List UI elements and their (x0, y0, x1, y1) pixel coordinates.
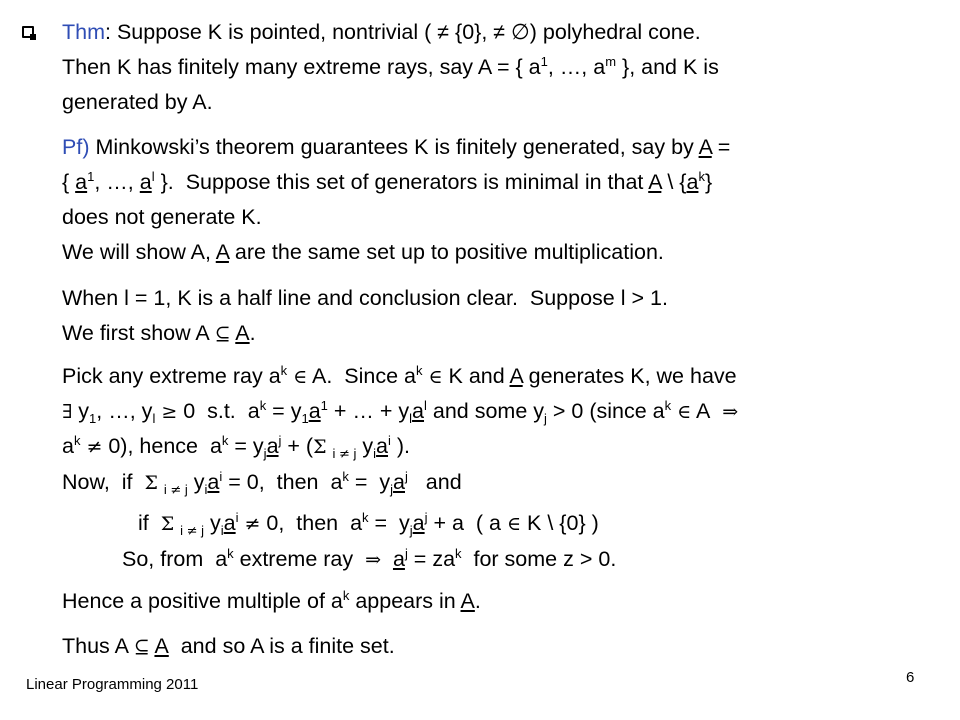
footer-course: Linear Programming 2011 (26, 676, 199, 693)
theorem-line-1 (62, 18, 701, 46)
proof-line-14: Thus A ⊆ A and so A is a finite set. (62, 634, 395, 658)
theorem-line-2: Then K has finitely many extreme rays, say A = { $a^1$, …, $a^m$ }, and K is (62, 54, 719, 79)
thm-line1-text: : Suppose K is pointed, nontrivial ( ≠ {0}, ≠ ∅) polyhedral cone. (105, 20, 701, 44)
proof-line-2: { $a^1$, …, $a^l$ }. Suppose this set of generators is minimal in that A \ $\{a^k\}$ (62, 169, 713, 194)
proof-line-5: When l = 1, K is a half line and conclusion clear. Suppose l > 1. (62, 286, 668, 310)
proof-line-7: Pick any extreme ray $a^k$ ∈ A. Since $a^k$ ∈ K and A generates K, we have (62, 363, 737, 388)
proof-line-1: Pf) Minkowski’s theorem guarantees K is finitely generated, say by A = (62, 135, 731, 159)
theorem-line-3: generated by A. (62, 90, 213, 114)
proof-line-11: if Σ $_{i \ne j}$ $y_ia^i \ne 0$, then $a^k = y_ja^j + a$ ( a ∈ K \ {0} ) (138, 510, 599, 539)
proof-line-12: So, from $a^k$ extreme ray ⇒ $a^j = za^k$ for some z > 0. (122, 546, 617, 571)
thm-label: Thm (62, 20, 105, 44)
proof-line-6: We first show A ⊆ A. (62, 321, 256, 345)
square-bullet-icon (22, 26, 34, 38)
proof-line-9: $a^k \ne 0$), hence $a^k = y_ja^j + (\Sigma$ $_{i \ne j}$ $y_ia^i$ ). (62, 433, 411, 462)
proof-line-8: ∃ $y_1$, …, $y_l \ge 0$ s.t. $a^k = y_1a^1$ + … + $y_la^l$ and some $y_j > 0$ (since $a^k$ ∈ A ⇒ (62, 398, 739, 426)
page-number: 6 (906, 669, 915, 686)
proof-line-4: We will show A, A are the same set up to positive multiplication. (62, 240, 664, 264)
proof-line-13: Hence a positive multiple of $a^k$ appears in A. (62, 588, 481, 613)
pf-label: Pf) (62, 135, 90, 159)
proof-line-10: Now, if Σ $_{i \ne j}$ $y_ia^i = 0$, then $a^k = y_ja^j$ and (62, 469, 462, 498)
proof-line-3: does not generate K. (62, 205, 262, 229)
